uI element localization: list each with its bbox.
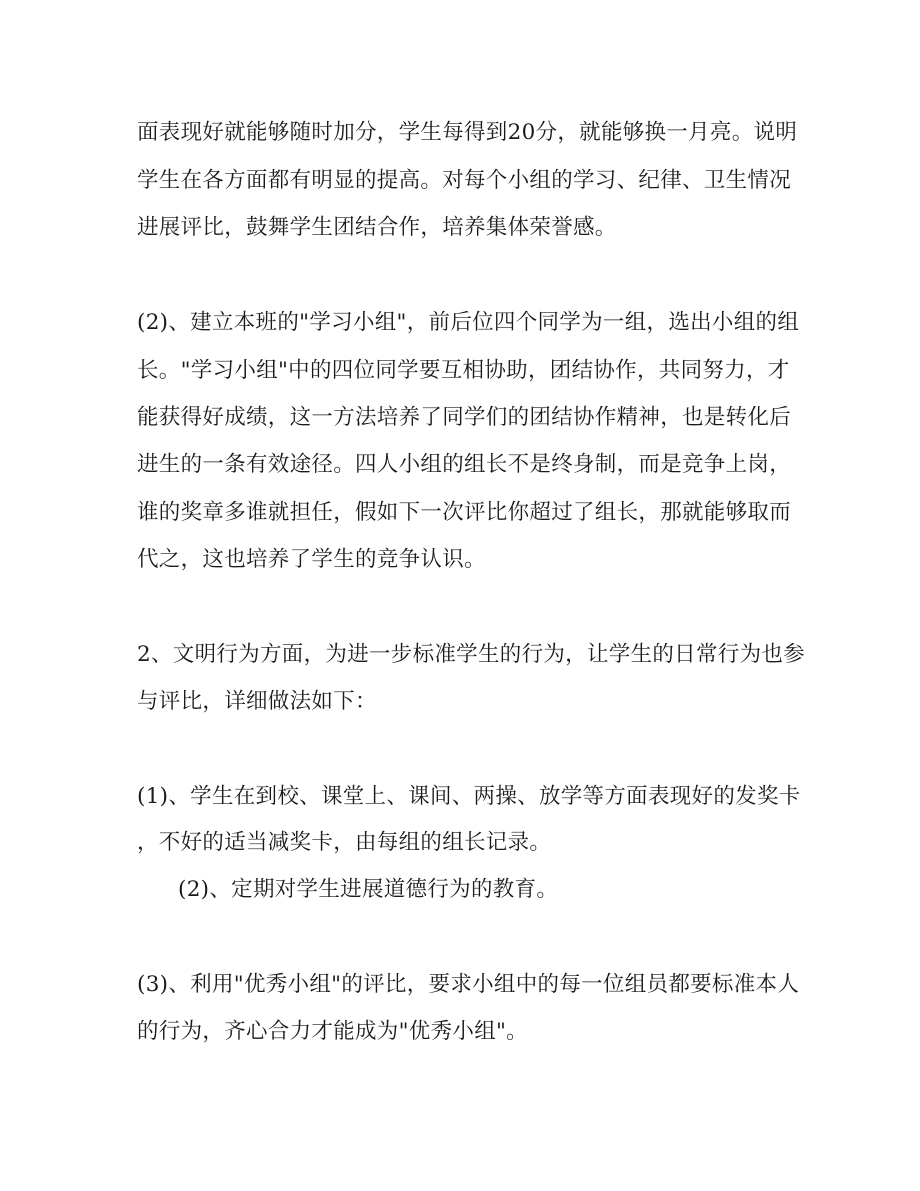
text-line: 进展评比，鼓舞学生团结合作，培养集体荣誉感。 [137,215,617,240]
text-line: (1)、学生在到校、课堂上、课间、两操、放学等方面表现好的发奖卡 [137,784,801,809]
text-line: 的行为，齐心合力才能成为"优秀小组"。 [137,1019,528,1044]
text-line: 长。"学习小组"中的四位同学要互相协助，团结协作，共同努力，才 [137,358,790,383]
text-line: 面表现好就能够随时加分，学生每得到20分，就能够换一月亮。说明 [137,120,798,145]
text-line: (2)、定期对学生进展道德行为的教育。 [178,877,559,902]
text-line: (2)、建立本班的"学习小组"，前后位四个同学为一组，选出小组的组 [137,310,800,335]
text-line: 代之，这也培养了学生的竞争认识。 [137,547,486,572]
text-line: 与评比，详细做法如下： [137,689,377,714]
text-line: 2、文明行为方面，为进一步标准学生的行为，让学生的日常行为也参 [137,642,805,667]
text-line: 学生在各方面都有明显的提高。对每个小组的学习、纪律、卫生情况 [137,168,792,193]
text-line: 谁的奖章多谁就担任，假如下一次评比你超过了组长，那就能够取而 [137,500,792,525]
text-line: 进生的一条有效途径。四人小组的组长不是终身制，而是竞争上岗， [137,452,792,477]
text-line: 能获得好成绩，这一方法培养了同学们的团结协作精神，也是转化后 [137,405,792,430]
text-line: ，不好的适当减奖卡，由每组的组长记录。 [137,830,552,855]
text-line: (3)、利用"优秀小组"的评比，要求小组中的每一位组员都要标准本人 [137,972,800,997]
